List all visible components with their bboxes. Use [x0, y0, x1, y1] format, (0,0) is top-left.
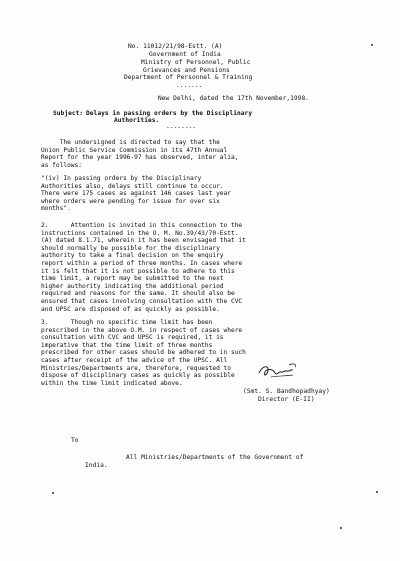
handwritten-signature: [253, 359, 313, 385]
addressee-line-1: All Ministries/Departments of the Government of: [126, 454, 304, 461]
scan-speck: [340, 527, 342, 529]
quoted-observation: "(iv) In passing orders by the Disciplinary Authorities also, delays still continue to occur. There were 175 cases as against 146 cases last year where orders were pending for issue for over six months".: [41, 175, 231, 213]
subject-line-2: Authorities.: [114, 117, 160, 124]
scan-speck: [376, 491, 378, 493]
subject-line-1: Delays in passing orders by the Disciplinary: [86, 110, 253, 117]
header-dots: .......: [176, 82, 203, 89]
header-government: Government of India: [149, 51, 221, 58]
to-label: To: [71, 437, 79, 444]
intro-paragraph: The undersigned is directed to say that the Union Public Service Commission in its 47th Annual Report for the year 1996-97 has observed, inter alia, as follows:: [41, 139, 239, 169]
header-grievances: Grievances and Pensions: [143, 67, 230, 74]
paragraph-3: 3. Though no specific time limit has been prescribed in the above O.M. in respect of cases where consultation with CVC and UPSC is required, it is imperative that the time limit of three months prescribed for other cases should be adhered to in such cases after receipt of the advice of the UPSC. All Ministries/Departments are, therefore, requested to dispose of disciplinary cases as quickly as possible within the time limit indicated above.: [41, 319, 246, 387]
header-ministry: Ministry of Personnel, Public: [141, 59, 251, 66]
signatory-name: (Smt. S. Bandhopadhyay): [243, 388, 330, 395]
signatory-designation: Director (E-II): [258, 396, 315, 403]
file-number: No. 11012/21/98-Estt. (A): [128, 43, 223, 50]
scan-speck: [371, 44, 373, 46]
subject-label: Subject:: [53, 110, 84, 117]
subject-rule: --------: [166, 124, 197, 131]
header-department: Department of Personnel & Training: [124, 74, 253, 81]
date-line: New Delhi, dated the 17th November,1998.: [158, 95, 310, 102]
scan-speck: [52, 492, 54, 494]
paragraph-2: 2. Attention is invited in this connection to the instructions contained in the O. M. No.39/43/70-Estt. (A) dated 8.1.71, wherein it has been envisaged that it should normally be possible for the disciplinary authority to take a final decision on the enquiry report within a period of three months. In cases where it is felt that it is not possible to adhere to this time limit, a report may be submitted to the next higher authority indicating the additional period required and reasons for the same. It should also be ensured that cases involving consultation with the CVC and UPSC are disposed of as quickly as possible.: [41, 222, 246, 313]
addressee-line-2: India.: [85, 462, 108, 469]
